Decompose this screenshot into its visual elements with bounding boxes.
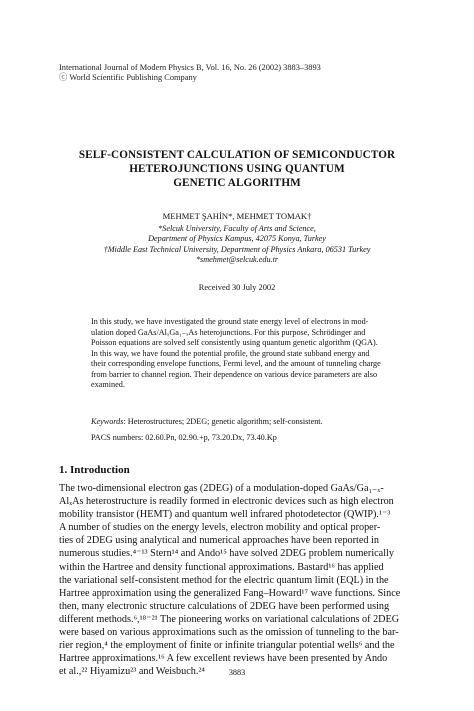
body-line: were based on various approximations such as the omission of tunneling to the bar- (59, 627, 399, 639)
abstract-line: their corresponding envelope functions, Fermi level, and the amount of tunneling charge (91, 359, 381, 368)
keywords-text: : Heterostructures; 2DEG; genetic algorithm; self-consistent. (123, 417, 323, 426)
body-line: within the Hartree and density functional approximations. Bastard¹⁶ has applied (59, 561, 384, 573)
body-line: Hartree approximations.¹⁶ A few excellent reviews have been presented by Ando (59, 653, 388, 665)
affiliation-line: *Selcuk University, Faculty of Arts and Science, (158, 224, 316, 233)
abstract-line: Poisson equations are solved self consistently using quantum genetic algorithm (QGA). (91, 338, 378, 347)
page-number: 3883 (228, 668, 246, 677)
section-heading: 1. Introduction (59, 464, 130, 476)
paper-title (37, 148, 437, 190)
journal-citation: International Journal of Modern Physics B, Vol. 16, No. 26 (2002) 3883–3893 (59, 63, 321, 72)
body-line: numerous studies.⁴⁻¹³ Stern¹⁴ and Ando¹⁵ have solved 2DEG problem numerically (59, 548, 394, 560)
abstract-line: from barrier to channel region. Their dependence on various device parameters are also (91, 369, 378, 379)
abstract (91, 317, 385, 391)
body-line: ties of 2DEG using analytical and numerical approaches have been reported in (59, 535, 379, 547)
keywords-label: Keywords (91, 417, 124, 426)
body-line: et al.,²² Hiyamizu²³ and Weisbuch.²⁴ (59, 666, 205, 678)
author-list: MEHMET ŞAHİN*, MEHMET TOMAK† (162, 211, 312, 221)
affiliation-line: Department of Physics Kampus, 42075 Konya, Turkey (148, 234, 326, 244)
abstract-line: In this study, we have investigated the ground state energy level of electrons in mod- (91, 317, 369, 326)
journal-header (59, 63, 321, 83)
pacs-numbers: PACS numbers: 02.60.Pn, 02.90.+p, 73.20.Dx, 73.40.Kp (91, 433, 277, 442)
author-email: *smehmet@selcuk.edu.tr (195, 254, 279, 264)
title-line-3: GENETIC ALGORITHM (173, 177, 301, 189)
keywords (91, 417, 385, 427)
body-line: different methods.⁶,¹⁸⁻²¹ The pioneering works on variational calculations of 2DEG (59, 613, 400, 625)
body-line: The two-dimensional electron gas (2DEG) of a modulation-doped GaAs/Ga₁₋ₓ- (59, 483, 384, 494)
body-line: then, many electronic structure calculations of 2DEG have been performed using (59, 600, 390, 612)
body-line: AlₓAs heterostructure is readily formed in electronic devices such as high electron (59, 496, 394, 508)
body-line: Hartree approximation using the generalized Fang–Howard¹⁷ wave functions. Since (59, 587, 401, 599)
body-line: A number of studies on the energy levels, electron mobility and optical proper- (59, 522, 381, 534)
body-line: the variational self-consistent method for the electric quantum limit (EQL) in the (59, 574, 389, 586)
title-line-2: HETEROJUNCTIONS USING QUANTUM (129, 163, 345, 175)
abstract-line: In this way, we have found the potential profile, the ground state subband energy and (91, 348, 370, 358)
abstract-line: examined. (91, 380, 125, 389)
affiliation-line: †Middle East Technical University, Department of Physics Ankara, 06531 Turkey (103, 244, 371, 254)
body-line: rier region,⁴ the employment of finite or infinite triangular potential wells⁶ and the (59, 640, 395, 652)
publisher-copyright: ⓒ World Scientific Publishing Company (59, 73, 197, 82)
title-line-1: SELF-CONSISTENT CALCULATION OF SEMICONDUCTOR (78, 149, 396, 161)
abstract-line: ulation doped GaAs/AlₓGa₁₋ₓAs heterojunctions. For this purpose, Schrödinger and (91, 327, 366, 337)
affiliations (37, 224, 437, 265)
body-line: mobility transistor (HEMT) and quantum well infrared photodetector (QWIP).¹⁻³ (59, 509, 391, 521)
body-paragraph (59, 482, 417, 678)
received-date: Received 30 July 2002 (198, 283, 276, 292)
